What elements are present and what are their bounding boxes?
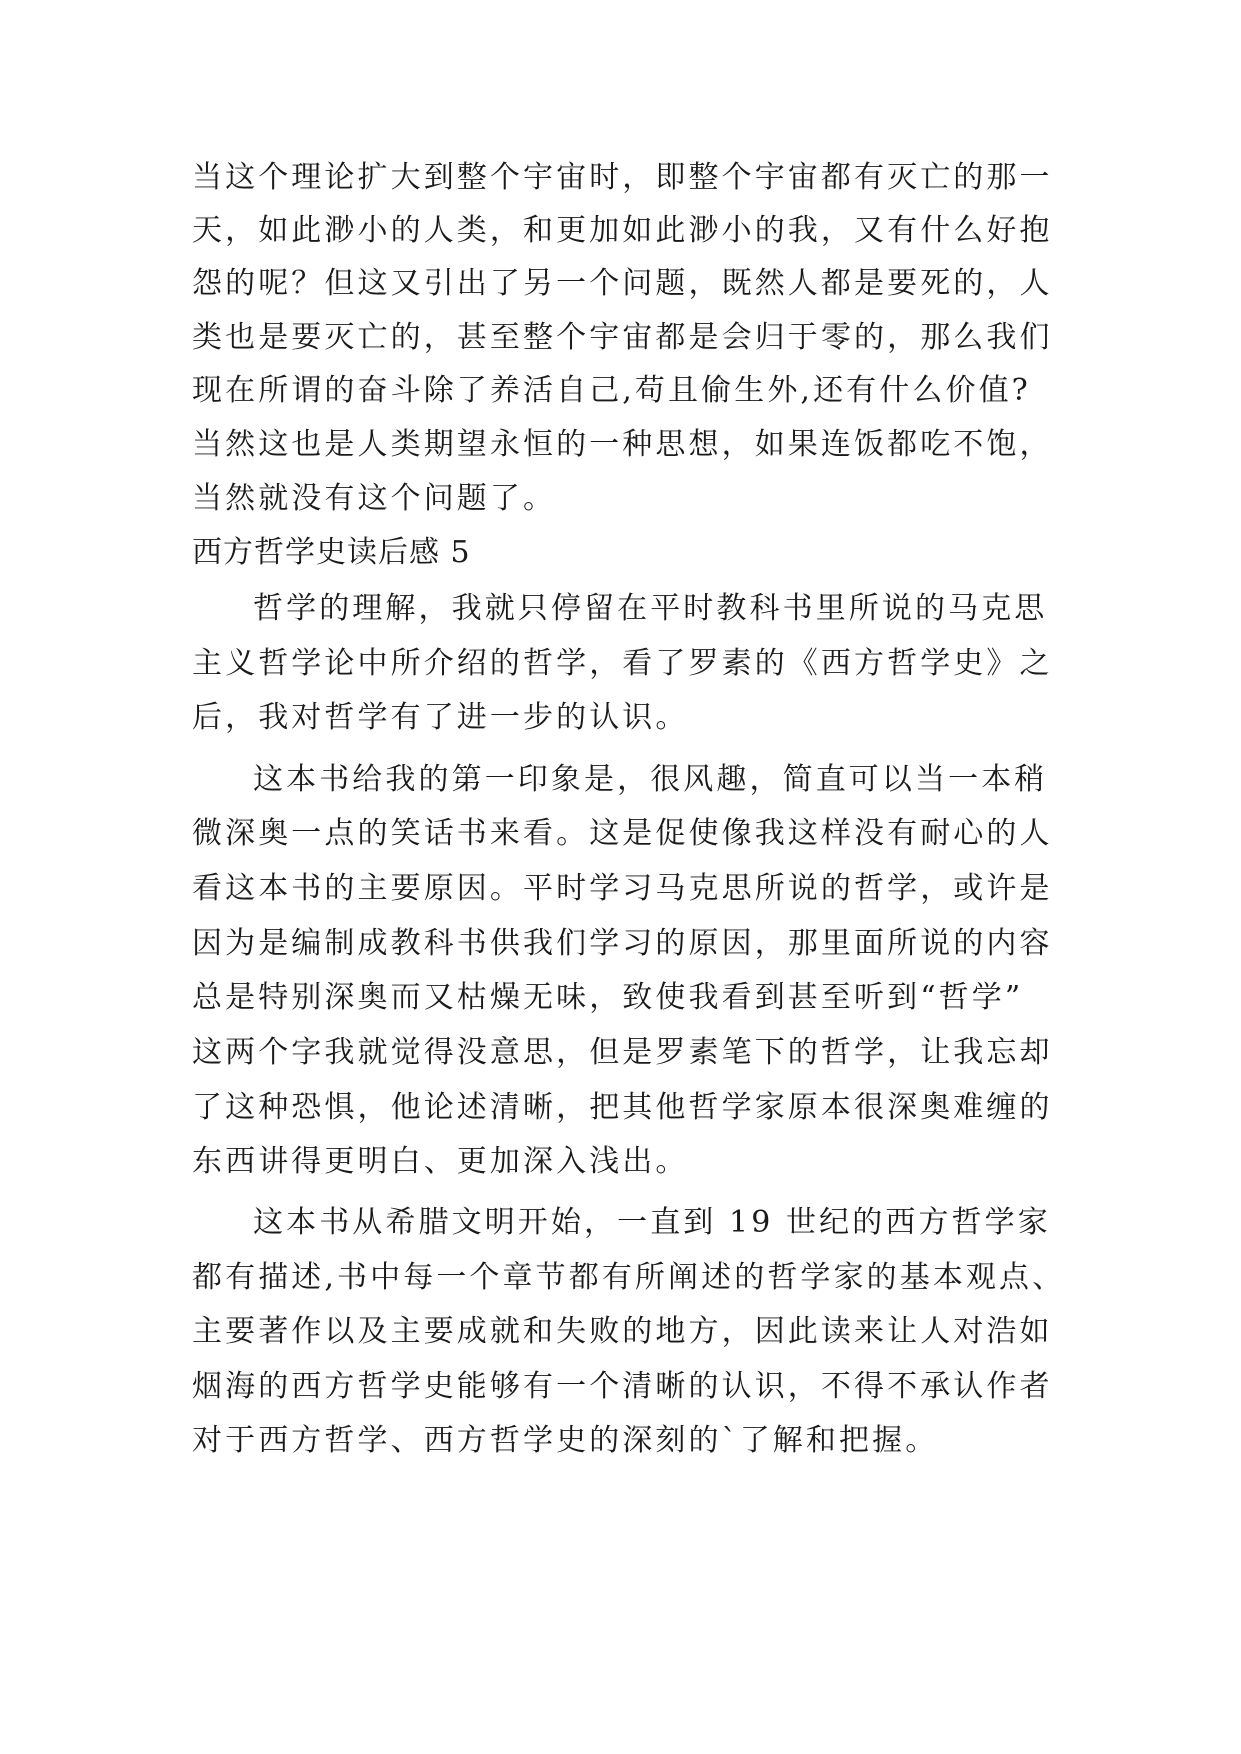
text-line: 哲学的理解，我就只停留在平时教科书里所说的马克思 [253, 591, 1048, 626]
text-line: 当然这也是人类期望永恒的一种思想，如果连饭都吃不饱， [192, 427, 1053, 462]
text-line: 因为是编制成教科书供我们学习的原因，那里面所说的内容 [192, 926, 1053, 961]
text-line: 类也是要灭亡的，甚至整个宇宙都是会归于零的，那么我们 [192, 320, 1053, 355]
text-line: 都有描述,书中每一个章节都有所阐述的哲学家的基本观点、 [192, 1260, 1066, 1295]
text-line: 当这个理论扩大到整个宇宙时，即整个宇宙都有灭亡的那一 [192, 160, 1053, 195]
text-line: 总是特别深奥而又枯燥无味，致使我看到甚至听到“哲学” [192, 980, 1024, 1015]
text-line: 怨的呢？但这又引出了另一个问题，既然人都是要死的，人 [192, 266, 1053, 301]
text-line: 现在所谓的奋斗除了养活自己,苟且偷生外,还有什么价值? [192, 373, 1031, 408]
text-line: 天，如此渺小的人类，和更加如此渺小的我，又有什么好抱 [192, 213, 1053, 248]
text-line: 当然就没有这个问题了。 [192, 481, 557, 516]
text-line: 后，我对哲学有了进一步的认识。 [192, 700, 689, 735]
text-line: 主义哲学论中所介绍的哲学，看了罗素的《西方哲学史》之 [192, 646, 1053, 681]
section-heading: 西方哲学史读后感 5 [192, 535, 471, 570]
text-line: 这本书从希腊文明开始，一直到 19 世纪的西方哲学家 [253, 1205, 1051, 1240]
text-line: 了这种恐惧，他论述清晰，把其他哲学家原本很深奥难缠的 [192, 1090, 1053, 1125]
text-line: 对于西方哲学、西方哲学史的深刻的`了解和把握。 [192, 1423, 939, 1458]
text-line: 看这本书的主要原因。平时学习马克思所说的哲学，或许是 [192, 871, 1053, 906]
text-line: 这两个字我就觉得没意思，但是罗素笔下的哲学，让我忘却 [192, 1035, 1053, 1070]
text-line: 主要著作以及主要成就和失败的地方，因此读来让人对浩如 [192, 1314, 1053, 1349]
text-line: 烟海的西方哲学史能够有一个清晰的认识，不得不承认作者 [192, 1369, 1053, 1404]
text-line: 微深奥一点的笑话书来看。这是促使像我这样没有耐心的人 [192, 816, 1053, 851]
text-line: 这本书给我的第一印象是，很风趣，简直可以当一本稍 [253, 762, 1048, 797]
text-line: 东西讲得更明白、更加深入浅出。 [192, 1144, 689, 1179]
